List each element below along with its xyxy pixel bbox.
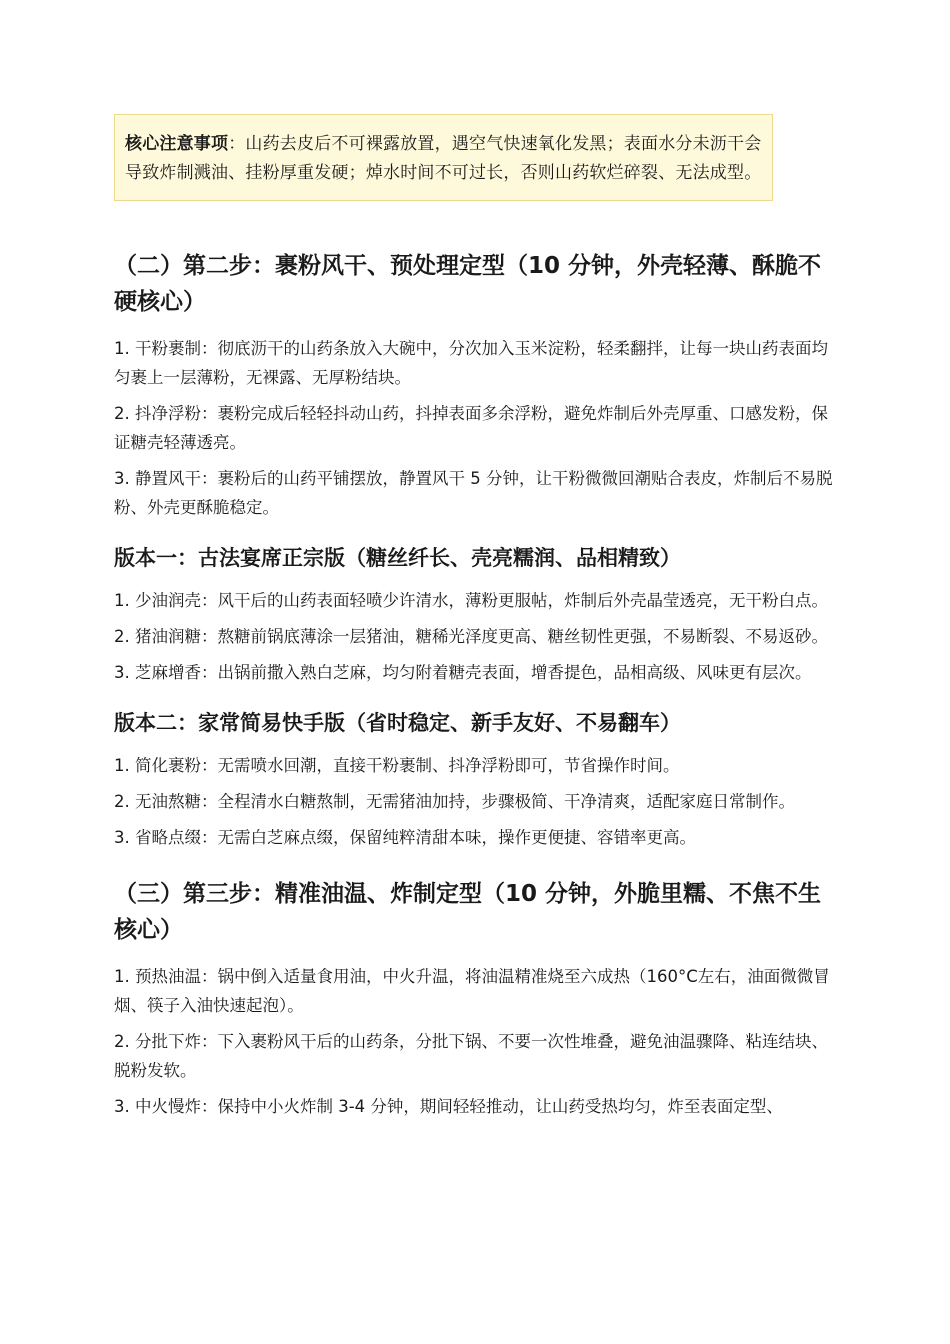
version1-item-3: 3. 芝麻增香：出锅前撒入熟白芝麻，均匀附着糖壳表面，增香提色，品相高级、风味更有层次。: [114, 663, 812, 682]
version1-item-1: 1. 少油润壳：风干后的山药表面轻喷少许清水，薄粉更服帖，炸制后外壳晶莹透亮，无干粉白点。: [114, 591, 828, 610]
version2-item-1: 1. 简化裹粉：无需喷水回潮，直接干粉裹制、抖净浮粉即可，节省操作时间。: [114, 756, 680, 775]
step2-item-1: 1. 干粉裹制：彻底沥干的山药条放入大碗中，分次加入玉米淀粉，轻柔翻拌，让每一块山药表面均匀裹上一层薄粉，无裸露、无厚粉结块。: [114, 339, 828, 387]
version2-item-3: 3. 省略点缀：无需白芝麻点缀，保留纯粹清甜本味，操作更便捷、容错率更高。: [114, 828, 696, 847]
notice-title: 核心注意事项: [125, 134, 229, 154]
step3-item-1: 1. 预热油温：锅中倒入适量食用油，中火升温，将油温精准烧至六成热（160°C左右，油面微微冒烟、筷子入油快速起泡）。: [114, 967, 830, 1015]
step3-item-2: 2. 分批下炸：下入裹粉风干后的山药条，分批下锅、不要一次性堆叠，避免油温骤降、粘连结块、脱粉发软。: [114, 1032, 828, 1080]
step2-heading: （二）第二步：裹粉风干、预处理定型（10 分钟，外壳轻薄、酥脆不硬核心）: [114, 253, 822, 315]
step2-item-3: 3. 静置风干：裹粉后的山药平铺摆放，静置风干 5 分钟，让干粉微微回潮贴合表皮，炸制后不易脱粉、外壳更酥脆稳定。: [114, 469, 833, 517]
step3-item-3: 3. 中火慢炸：保持中小火炸制 3-4 分钟，期间轻轻推动，让山药受热均匀，炸至表面定型、: [114, 1097, 783, 1116]
version2-heading: 版本二：家常简易快手版（省时稳定、新手友好、不易翻车）: [114, 711, 681, 735]
version2-item-2: 2. 无油熬糖：全程清水白糖熬制，无需猪油加持，步骤极简、干净清爽，适配家庭日常制作。: [114, 792, 795, 811]
main-content: [114, 248, 836, 1128]
version1-heading: 版本一：古法宴席正宗版（糖丝纤长、壳亮糯润、品相精致）: [114, 546, 681, 570]
notice-text: ：山药去皮后不可裸露放置，遇空气快速氧化发黑；表面水分未沥干会导致炸制溅油、挂粉厚重发硬；焯水时间不可过长，否则山药软烂碎裂、无法成型。: [125, 134, 762, 183]
step2-item-2: 2. 抖净浮粉：裹粉完成后轻轻抖动山药，抖掉表面多余浮粉，避免炸制后外壳厚重、口感发粉，保证糖壳轻薄透亮。: [114, 404, 828, 452]
step3-heading: （三）第三步：精准油温、炸制定型（10 分钟，外脆里糯、不焦不生核心）: [114, 881, 822, 943]
core-notice-box: [114, 114, 773, 201]
version1-item-2: 2. 猪油润糖：熬糖前锅底薄涂一层猪油，糖稀光泽度更高、糖丝韧性更强，不易断裂、不易返砂。: [114, 627, 828, 646]
